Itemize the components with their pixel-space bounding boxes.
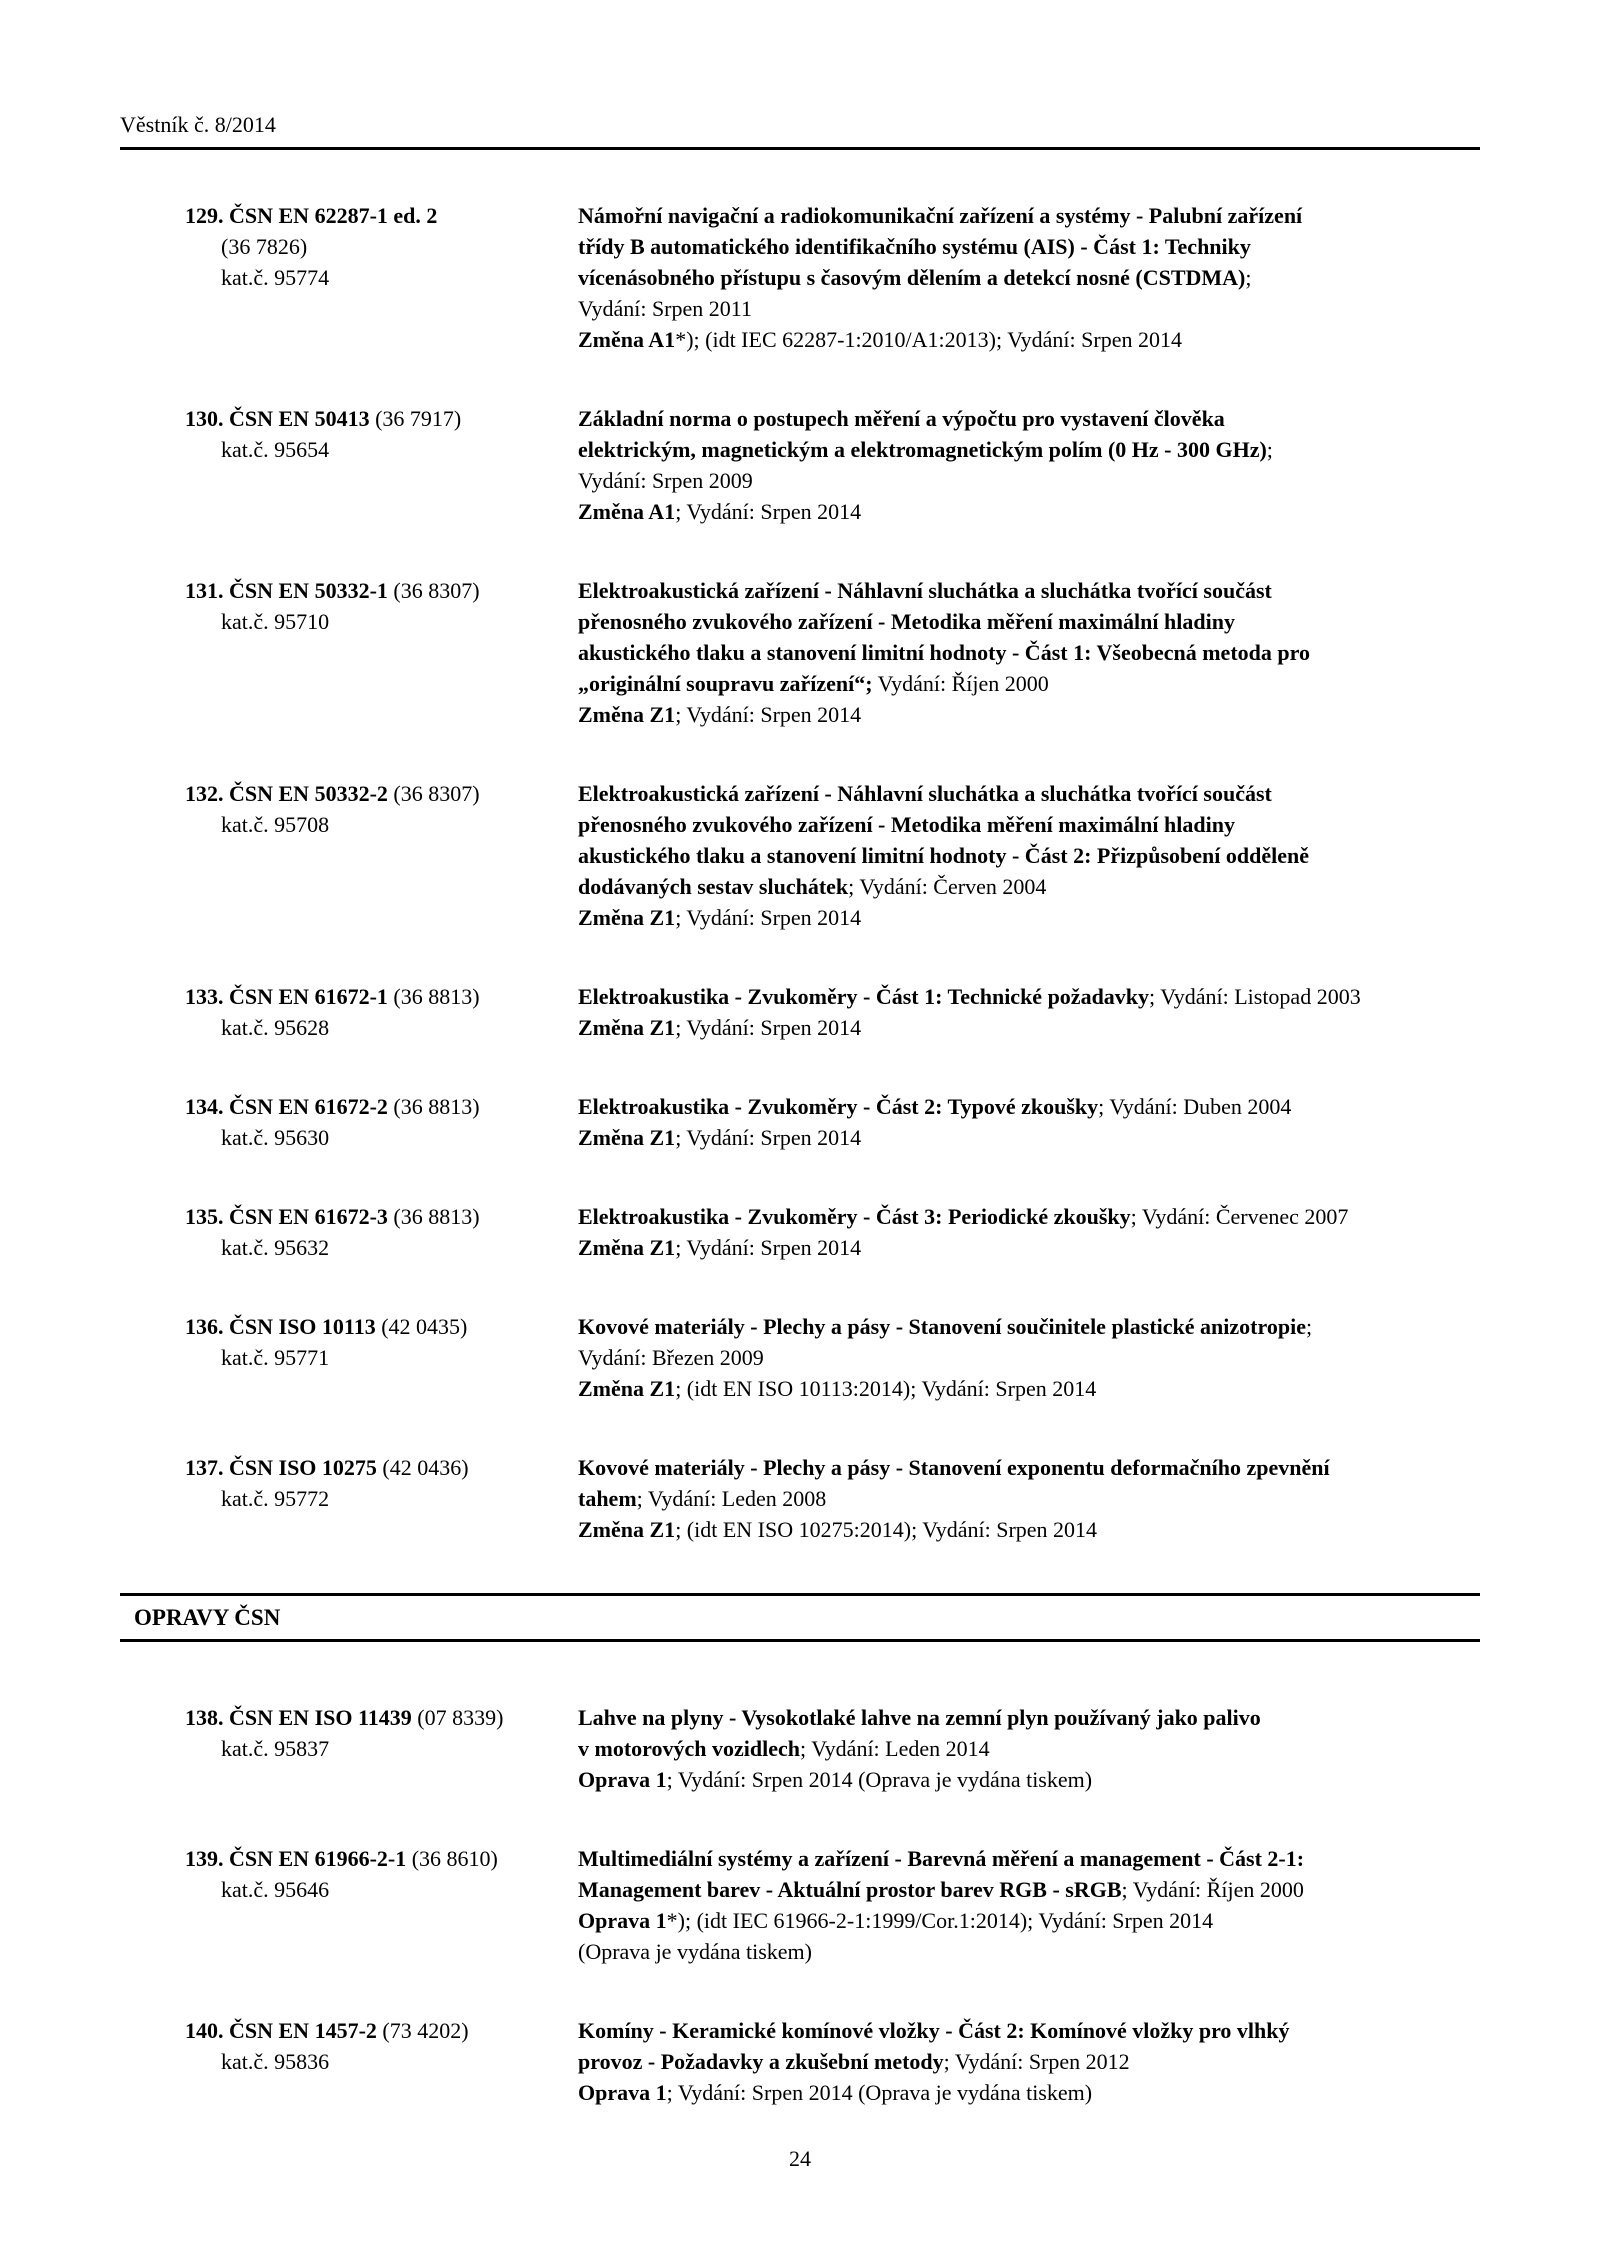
bold-text: Změna Z1	[578, 1376, 676, 1401]
bold-text: přenosného zvukového zařízení - Metodika měření maximální hladiny	[578, 812, 1235, 837]
text-line	[578, 1514, 1480, 1545]
bold-text: Elektroakustika - Zvukoměry - Část 1: Technické požadavky	[578, 984, 1150, 1009]
entry-left	[120, 403, 578, 527]
text-line	[185, 1843, 578, 1874]
bold-text: 134. ČSN EN 61672-2	[185, 1094, 394, 1119]
entry-right	[578, 403, 1480, 527]
regular-text: Vydání: Srpen 2009	[578, 468, 753, 493]
entry-left	[120, 200, 578, 355]
regular-text: (Oprava je vydána tiskem)	[578, 1939, 812, 1964]
regular-text: (36 7826)	[221, 234, 308, 259]
regular-text: kat.č. 95646	[221, 1877, 330, 1902]
regular-text: ; Vydání: Srpen 2014 (Oprava je vydána tiskem)	[666, 2080, 1093, 2105]
entry-right	[578, 200, 1480, 355]
standard-entry	[120, 981, 1480, 1043]
regular-text: ; Vydání: Leden 2008	[636, 1486, 827, 1511]
bold-text: akustického tlaku a stanovení limitní hodnoty - Část 1: Všeobecná metoda pro	[578, 640, 1310, 665]
text-line	[578, 2046, 1480, 2077]
text-line	[185, 1201, 578, 1232]
regular-text: (07 8339)	[417, 1705, 504, 1730]
entry-right	[578, 2015, 1480, 2108]
regular-text: Vydání: Říjen 2000	[872, 671, 1049, 696]
standard-entry	[120, 1843, 1480, 1967]
page-number: 24	[789, 2146, 811, 2171]
text-line	[578, 1452, 1480, 1483]
text-line	[185, 231, 578, 262]
regular-text: ; Vydání: Srpen 2014	[675, 702, 862, 727]
regular-text: kat.č. 95774	[221, 265, 330, 290]
bold-text: Změna Z1	[578, 905, 676, 930]
text-line	[578, 981, 1480, 1012]
text-line	[578, 2077, 1480, 2108]
bold-text: Lahve na plyny - Vysokotlaké lahve na zemní plyn používaný jako palivo	[578, 1705, 1261, 1730]
bold-text: Kovové materiály - Plechy a pásy - Stanovení součinitele plastické anizotropie	[578, 1314, 1306, 1339]
text-line	[578, 575, 1480, 606]
text-line	[578, 1373, 1480, 1404]
regular-text: ; Vydání: Srpen 2012	[943, 2049, 1130, 2074]
text-line	[578, 231, 1480, 262]
text-line	[185, 1232, 578, 1263]
standard-entry	[120, 1452, 1480, 1545]
text-line	[578, 809, 1480, 840]
bold-text: Komíny - Keramické komínové vložky - Část 2: Komínové vložky pro vlhký	[578, 2018, 1290, 2043]
regular-text: ; Vydání: Duben 2004	[1098, 1094, 1292, 1119]
text-line	[185, 981, 578, 1012]
text-line	[578, 1122, 1480, 1153]
text-line	[578, 1702, 1480, 1733]
text-line	[185, 403, 578, 434]
bold-text: v motorových vozidlech	[578, 1736, 801, 1761]
text-line	[578, 1843, 1480, 1874]
regular-text: kat.č. 95836	[221, 2049, 330, 2074]
regular-text: *); (idt IEC 62287-1:2010/A1:2013); Vydání: Srpen 2014	[675, 327, 1182, 352]
text-line	[185, 1733, 578, 1764]
entry-right	[578, 1702, 1480, 1795]
text-line	[578, 902, 1480, 933]
bold-text: 138. ČSN EN ISO 11439	[185, 1705, 418, 1730]
standard-entry	[120, 1201, 1480, 1263]
regular-text: ; Vydání: Srpen 2014	[675, 499, 862, 524]
text-line	[185, 1702, 578, 1733]
regular-text: kat.č. 95630	[221, 1125, 330, 1150]
bold-text: dodávaných sestav sluchátek	[578, 874, 849, 899]
regular-text: kat.č. 95708	[221, 812, 330, 837]
regular-text: ; Vydání: Srpen 2014	[675, 905, 862, 930]
text-line	[578, 1483, 1480, 1514]
entry-left	[120, 575, 578, 730]
bold-text: Elektroakustika - Zvukoměry - Část 3: Periodické zkoušky	[578, 1204, 1131, 1229]
text-line	[578, 1012, 1480, 1043]
regular-text: ; Vydání: Leden 2014	[800, 1736, 990, 1761]
regular-text: (42 0436)	[382, 1455, 469, 1480]
entry-right	[578, 1311, 1480, 1404]
text-line	[185, 1342, 578, 1373]
text-line	[578, 293, 1480, 324]
regular-text: ; Vydání: Červen 2004	[848, 874, 1047, 899]
bold-text: 129. ČSN EN 62287-1 ed. 2	[185, 203, 438, 228]
bold-text: 139. ČSN EN 61966-2-1	[185, 1846, 412, 1871]
bold-text: Elektroakustická zařízení - Náhlavní sluchátka a sluchátka tvořící součást	[578, 578, 1272, 603]
regular-text: (36 8813)	[393, 1204, 480, 1229]
text-line	[185, 606, 578, 637]
text-line	[578, 324, 1480, 355]
entry-left	[120, 778, 578, 933]
bold-text: Změna Z1	[578, 1235, 676, 1260]
bold-text: přenosného zvukového zařízení - Metodika měření maximální hladiny	[578, 609, 1235, 634]
bold-text: tahem	[578, 1486, 637, 1511]
text-line	[185, 2046, 578, 2077]
standard-entry	[120, 1311, 1480, 1404]
regular-text: (36 7917)	[375, 406, 462, 431]
entry-right	[578, 981, 1480, 1043]
text-line	[578, 699, 1480, 730]
bold-text: 137. ČSN ISO 10275	[185, 1455, 383, 1480]
text-line	[578, 1201, 1480, 1232]
bold-text: Změna A1	[578, 499, 676, 524]
regular-text: kat.č. 95628	[221, 1015, 330, 1040]
text-line	[578, 668, 1480, 699]
text-line	[578, 637, 1480, 668]
text-line	[578, 1764, 1480, 1795]
regular-text: Vydání: Březen 2009	[578, 1345, 764, 1370]
text-line	[578, 1733, 1480, 1764]
regular-text: kat.č. 95654	[221, 437, 330, 462]
text-line	[185, 434, 578, 465]
regular-text: (36 8813)	[393, 984, 480, 1009]
entry-right	[578, 1843, 1480, 1967]
text-line	[578, 1232, 1480, 1263]
bold-text: Oprava 1	[578, 1908, 667, 1933]
bold-text: Námořní navigační a radiokomunikační zařízení a systémy - Palubní zařízení	[578, 203, 1303, 228]
bold-text: Multimediální systémy a zařízení - Barevná měření a management - Část 2-1:	[578, 1846, 1305, 1871]
header-title: Věstník č. 8/2014	[120, 112, 276, 137]
regular-text: ; Vydání: Srpen 2014	[675, 1125, 862, 1150]
regular-text: ; Vydání: Srpen 2014	[675, 1235, 862, 1260]
bold-text: 136. ČSN ISO 10113	[185, 1314, 382, 1339]
bold-text: Kovové materiály - Plechy a pásy - Stanovení exponentu deformačního zpevnění	[578, 1455, 1330, 1480]
regular-text: (73 4202)	[382, 2018, 469, 2043]
text-line	[578, 1342, 1480, 1373]
bold-text: 130. ČSN EN 50413	[185, 406, 376, 431]
page-footer	[0, 2146, 1600, 2172]
entry-left	[120, 1702, 578, 1795]
text-line	[578, 434, 1480, 465]
standard-entry	[120, 1091, 1480, 1153]
entry-left	[120, 1452, 578, 1545]
text-line	[578, 2015, 1480, 2046]
standard-entry	[120, 403, 1480, 527]
text-line	[185, 809, 578, 840]
text-line	[578, 403, 1480, 434]
section-header: OPRAVY ČSN	[134, 1605, 281, 1630]
text-line	[185, 1311, 578, 1342]
standard-entry	[120, 575, 1480, 730]
regular-text: kat.č. 95710	[221, 609, 330, 634]
bold-text: 131. ČSN EN 50332-1	[185, 578, 394, 603]
entry-right	[578, 1091, 1480, 1153]
regular-text: (42 0435)	[381, 1314, 468, 1339]
bold-text: 140. ČSN EN 1457-2	[185, 2018, 383, 2043]
regular-text: ; (idt EN ISO 10275:2014); Vydání: Srpen 2014	[675, 1517, 1098, 1542]
text-line	[185, 1091, 578, 1122]
entry-right	[578, 575, 1480, 730]
bold-text: vícenásobného přístupu s časovým dělením a detekcí nosné (CSTDMA)	[578, 265, 1246, 290]
regular-text: (36 8307)	[393, 781, 480, 806]
text-line	[185, 1122, 578, 1153]
text-line	[185, 1452, 578, 1483]
entry-left	[120, 1843, 578, 1967]
text-line	[578, 1905, 1480, 1936]
entry-left	[120, 1091, 578, 1153]
bold-text: Elektroakustická zařízení - Náhlavní sluchátka a sluchátka tvořící součást	[578, 781, 1272, 806]
bold-text: Změna A1	[578, 327, 676, 352]
regular-text: kat.č. 95837	[221, 1736, 330, 1761]
regular-text: ; (idt EN ISO 10113:2014); Vydání: Srpen 2014	[675, 1376, 1097, 1401]
text-line	[578, 465, 1480, 496]
bold-text: Oprava 1	[578, 2080, 667, 2105]
entry-right	[578, 778, 1480, 933]
text-line	[185, 1483, 578, 1514]
text-line	[578, 496, 1480, 527]
regular-text: (36 8813)	[393, 1094, 480, 1119]
bold-text: Změna Z1	[578, 1517, 676, 1542]
bold-text: akustického tlaku a stanovení limitní hodnoty - Část 2: Přizpůsobení odděleně	[578, 843, 1309, 868]
bold-text: 133. ČSN EN 61672-1	[185, 984, 394, 1009]
bold-text: Elektroakustika - Zvukoměry - Část 2: Typové zkoušky	[578, 1094, 1099, 1119]
standard-entry	[120, 778, 1480, 933]
text-line	[185, 575, 578, 606]
bold-text: Změna Z1	[578, 1125, 676, 1150]
entry-right	[578, 1452, 1480, 1545]
text-line	[578, 871, 1480, 902]
bold-text: elektrickým, magnetickým a elektromagnetickým polím (0 Hz - 300 GHz)	[578, 437, 1267, 462]
regular-text: ;	[1305, 1314, 1313, 1339]
entry-right	[578, 1201, 1480, 1263]
standard-entry	[120, 2015, 1480, 2108]
entry-left	[120, 2015, 578, 2108]
standard-entry	[120, 1702, 1480, 1795]
document-header	[120, 112, 1480, 150]
text-line	[185, 200, 578, 231]
text-line	[185, 1012, 578, 1043]
section-header-box	[120, 1593, 1480, 1642]
bold-text: „originální soupravu zařízení“;	[578, 671, 873, 696]
regular-text: ; Vydání: Červenec 2007	[1130, 1204, 1349, 1229]
regular-text: kat.č. 95771	[221, 1345, 330, 1370]
corrections-list	[120, 1702, 1480, 2108]
entry-left	[120, 1201, 578, 1263]
text-line	[578, 1311, 1480, 1342]
bold-text: provoz - Požadavky a zkušební metody	[578, 2049, 944, 2074]
entry-left	[120, 981, 578, 1043]
text-line	[185, 1874, 578, 1905]
regular-text: Vydání: Srpen 2011	[578, 296, 752, 321]
text-line	[185, 262, 578, 293]
regular-text: ;	[1266, 437, 1273, 462]
text-line	[578, 1874, 1480, 1905]
text-line	[185, 778, 578, 809]
text-line	[578, 1091, 1480, 1122]
regular-text: ; Vydání: Srpen 2014	[675, 1015, 862, 1040]
regular-text: ; Vydání: Srpen 2014 (Oprava je vydána tiskem)	[666, 1767, 1093, 1792]
standards-list	[120, 200, 1480, 1545]
text-line	[578, 200, 1480, 231]
entry-left	[120, 1311, 578, 1404]
regular-text: (36 8307)	[393, 578, 480, 603]
bold-text: 132. ČSN EN 50332-2	[185, 781, 394, 806]
text-line	[578, 606, 1480, 637]
regular-text: kat.č. 95632	[221, 1235, 330, 1260]
bold-text: Změna Z1	[578, 1015, 676, 1040]
bold-text: Management barev - Aktuální prostor barev RGB - sRGB	[578, 1877, 1122, 1902]
bold-text: Změna Z1	[578, 702, 676, 727]
bold-text: 135. ČSN EN 61672-3	[185, 1204, 394, 1229]
bold-text: Základní norma o postupech měření a výpočtu pro vystavení člověka	[578, 406, 1225, 431]
bold-text: Oprava 1	[578, 1767, 667, 1792]
text-line	[578, 778, 1480, 809]
regular-text: ;	[1245, 265, 1252, 290]
text-line	[185, 2015, 578, 2046]
regular-text: kat.č. 95772	[221, 1486, 330, 1511]
regular-text: ; Vydání: Říjen 2000	[1121, 1877, 1304, 1902]
text-line	[578, 262, 1480, 293]
regular-text: (36 8610)	[411, 1846, 498, 1871]
regular-text: ; Vydání: Listopad 2003	[1149, 984, 1361, 1009]
regular-text: *); (idt IEC 61966-2-1:1999/Cor.1:2014); Vydání: Srpen 2014	[666, 1908, 1214, 1933]
standard-entry	[120, 200, 1480, 355]
text-line	[578, 840, 1480, 871]
bold-text: třídy B automatického identifikačního systému (AIS) - Část 1: Techniky	[578, 234, 1251, 259]
text-line	[578, 1936, 1480, 1967]
